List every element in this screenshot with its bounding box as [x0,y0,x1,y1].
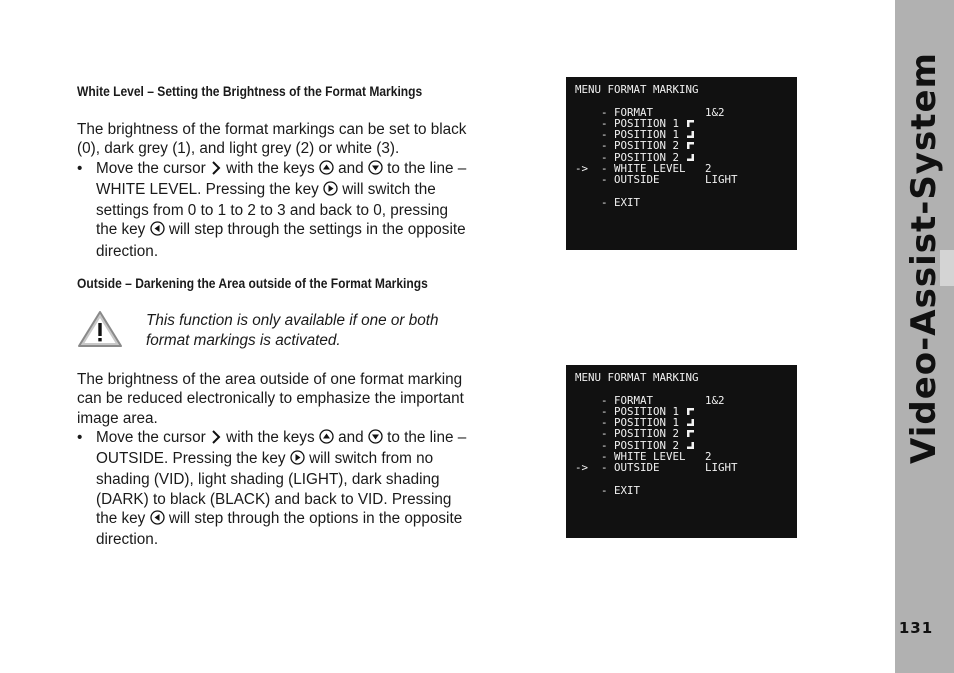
page-number: 131 [898,619,934,637]
corner-marker-icon [686,441,695,450]
white-level-bullet: • Move the cursor with the keys and to the line – WHITE LEVEL. Pressing the key will switch the settings from 0 to 1 to 2 to 3 and back to 0, pressing the key will step through the settings in the opposite direction. [77,159,467,260]
corner-marker-icon [686,153,695,162]
menu-item-label: - POSITION 2 [601,139,680,153]
up-arrow-key-icon [319,429,334,449]
menu-item-label: - POSITION 2 [601,150,680,164]
corner-marker-icon [686,119,695,128]
menu-item-label: - POSITION 1 [601,404,680,418]
menu-row [575,461,738,474]
outside-bullet: • Move the cursor with the keys and to the line – OUTSIDE. Pressing the key will switch from no shading (VID), light shading (LIGHT), dark shading (DARK) to black (BLACK) and back to VID. Pressing the key will step through the options in the opposite direction. [77,428,467,549]
menu-item-value: LIGHT [705,173,738,187]
menu-screen-outside [566,365,797,538]
left-arrow-key-icon [150,510,165,530]
outside-heading: Outside – Darkening the Area outside of the Format Markings [77,275,428,291]
right-arrow-key-icon [290,450,305,470]
warning-triangle-icon [77,310,123,353]
corner-marker-icon [686,407,695,416]
white-level-heading: White Level – Setting the Brightness of the Format Markings [77,83,423,99]
white-level-body [77,120,472,261]
right-arrow-key-icon [323,181,338,201]
corner-marker-icon [686,130,695,139]
menu-cursor: -> [575,461,602,475]
menu-item-label: - POSITION 1 [601,416,680,430]
menu-item-label: - WHITE LEVEL [601,162,686,176]
corner-marker-icon [686,418,695,427]
menu-item-label: - WHITE LEVEL [601,450,686,464]
menu-item-label: - POSITION 2 [601,427,680,441]
menu-row [575,173,738,186]
left-arrow-key-icon [150,221,165,241]
menu-title: MENU FORMAT MARKING [575,83,699,96]
menu-item-label: - POSITION 1 [601,116,680,130]
menu-exit: - EXIT [601,195,641,209]
menu-item-label: - OUTSIDE [601,461,660,475]
note-text: This function is only available if one or both format markings is activated. [146,312,439,349]
corner-marker-icon [686,141,695,150]
bullet-dot: • [77,159,83,177]
menu-title: MENU FORMAT MARKING [575,371,699,384]
section-title: Video-Assist-System [904,52,944,464]
menu-item-label: - FORMAT [601,105,654,119]
menu-item-label: - POSITION 1 [601,128,680,142]
menu-item-label: - OUTSIDE [601,173,660,187]
menu-exit: - EXIT [601,483,641,497]
outside-intro: The brightness of the area outside of one format marking can be reduced electronically to emphasize the important image area. [77,371,464,427]
down-arrow-key-icon [368,160,383,180]
menu-screen-white-level [566,77,797,250]
white-level-intro: The brightness of the format markings can be set to black (0), dark grey (1), and light grey (2) or white (3). [77,121,467,158]
bullet-dot: • [77,428,83,446]
menu-cursor-space [575,173,601,186]
menu-item-value: 2 [705,162,712,176]
menu-item-label: - POSITION 2 [601,438,680,452]
cursor-chevron-icon [210,430,222,449]
menu-item-value: 1&2 [705,393,725,407]
down-arrow-key-icon [368,429,383,449]
menu-item-label: - FORMAT [601,393,654,407]
up-arrow-key-icon [319,160,334,180]
corner-marker-icon [686,429,695,438]
menu-item-value: LIGHT [705,461,738,475]
menu-item-value: 1&2 [705,105,725,119]
outside-body [77,370,472,550]
menu-item-value: 2 [705,450,712,464]
menu-cursor: -> [575,162,602,176]
cursor-chevron-icon [210,161,222,180]
